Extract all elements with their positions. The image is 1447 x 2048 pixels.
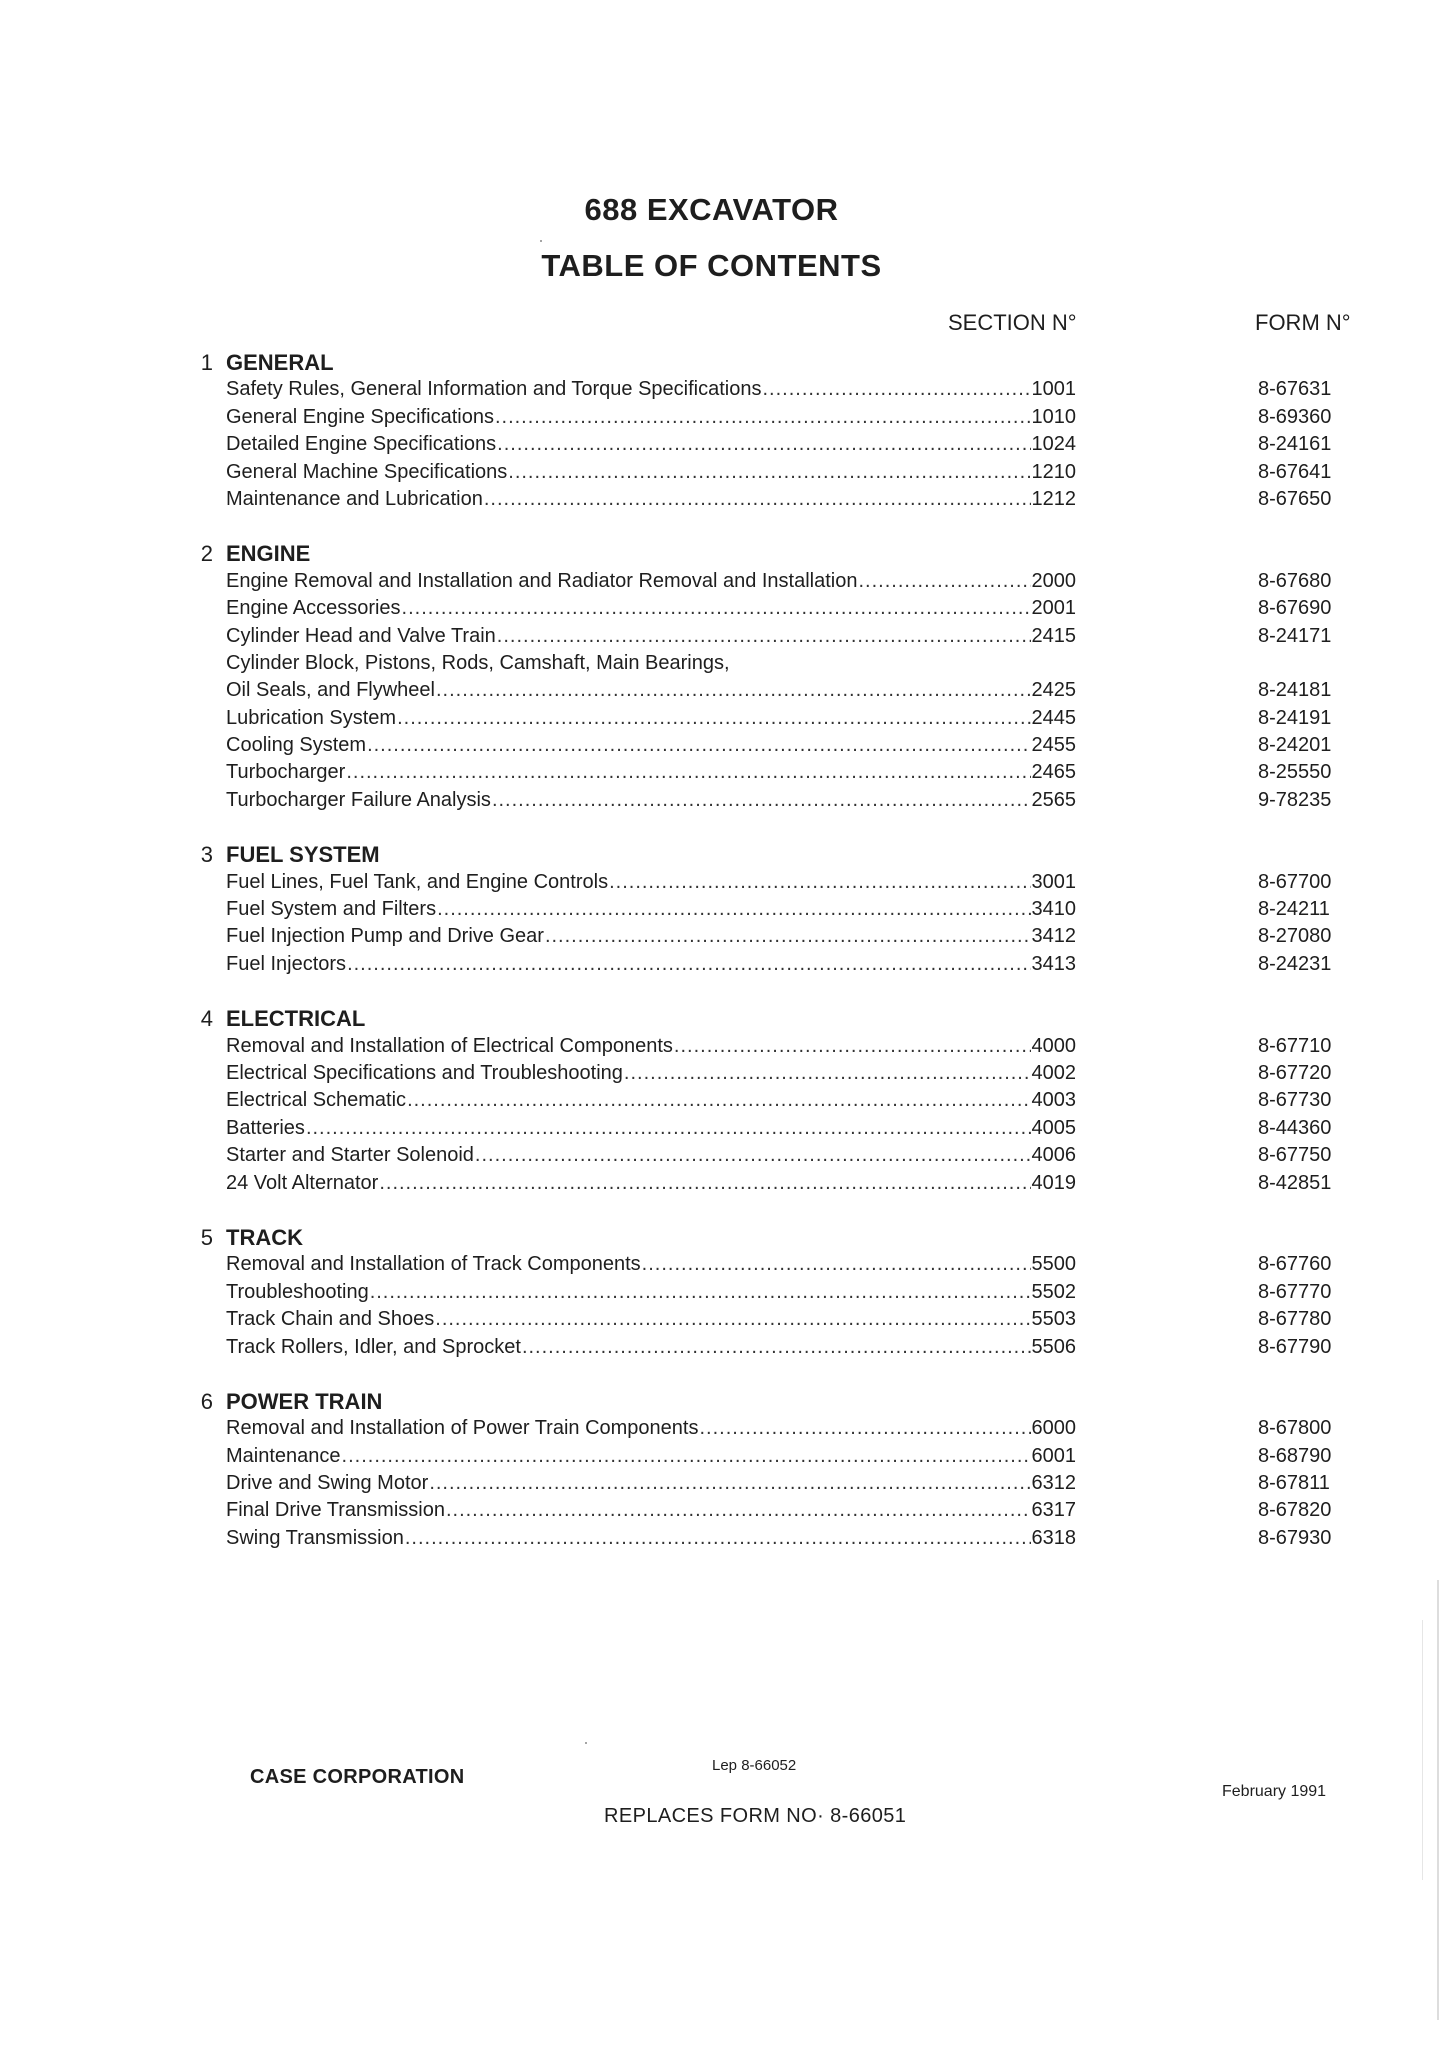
entry-line [226, 1115, 1076, 1142]
entry-section-number: 2455 [1031, 734, 1076, 757]
entry-form-number: 8-67700 [1258, 870, 1332, 893]
entry-title: Track Rollers, Idler, and Sprocket [226, 1335, 521, 1358]
entry-title: General Engine Specifications [226, 405, 494, 428]
entry-title: Maintenance and Lubrication [226, 487, 483, 510]
entry-title: Batteries [226, 1116, 305, 1139]
table-of-contents [0, 349, 1447, 1579]
toc-entry [0, 1033, 1447, 1060]
dot-leader [484, 486, 1031, 513]
toc-entry [0, 1279, 1447, 1306]
entry-line [226, 787, 1076, 814]
section-name: ENGINE [226, 541, 311, 567]
dot-leader [405, 1525, 1031, 1552]
entry-title: Fuel Injectors [226, 952, 347, 975]
entry-line [226, 759, 1076, 786]
dot-leader [347, 951, 1030, 978]
dot-leader [370, 1279, 1031, 1306]
entry-line [226, 923, 1076, 950]
toc-section [0, 1388, 1447, 1552]
entry-form-number: 9-78235 [1258, 788, 1332, 811]
dot-leader [436, 677, 1031, 704]
entry-section-number: 2001 [1031, 597, 1076, 620]
dot-leader [495, 404, 1031, 431]
entry-form-number: 8-67730 [1258, 1089, 1332, 1112]
entry-form-number: 8-67811 [1258, 1472, 1330, 1495]
section-name: ELECTRICAL [226, 1006, 366, 1032]
entry-title: Electrical Specifications and Troubleshooting [226, 1061, 623, 1084]
dot-leader [497, 431, 1030, 458]
entry-title: 24 Volt Alternator [226, 1171, 379, 1194]
toc-entry [0, 1334, 1447, 1361]
toc-entry [0, 923, 1447, 950]
entry-title: Safety Rules, General Information and Torque Specifications [226, 378, 762, 401]
toc-entry [0, 404, 1447, 431]
entry-line [226, 896, 1076, 923]
entry-form-number: 8-27080 [1258, 925, 1332, 948]
company-name: CASE CORPORATION [250, 1766, 465, 1788]
entry-section-number: 2565 [1031, 788, 1076, 811]
entry-line [226, 1279, 1076, 1306]
scan-speck [585, 1742, 587, 1744]
entry-form-number: 8-24201 [1258, 734, 1332, 757]
toc-entry [0, 650, 1447, 677]
dot-leader [545, 923, 1031, 950]
toc-entry [0, 869, 1447, 896]
entry-line [226, 404, 1076, 431]
entry-form-number: 8-67760 [1258, 1253, 1332, 1276]
entry-form-number: 8-67780 [1258, 1308, 1332, 1331]
dot-leader [522, 1334, 1031, 1361]
entry-section-number: 6318 [1031, 1526, 1076, 1549]
entry-line [226, 1334, 1076, 1361]
entry-title: Track Chain and Shoes [226, 1308, 435, 1331]
entry-title: Final Drive Transmission [226, 1499, 445, 1522]
entry-line [226, 623, 1076, 650]
entry-line [226, 459, 1076, 486]
entry-line [226, 677, 1076, 704]
entry-section-number: 1010 [1031, 405, 1076, 428]
entry-section-number: 3001 [1031, 870, 1076, 893]
toc-entry [0, 1170, 1447, 1197]
entry-form-number: 8-24191 [1258, 706, 1332, 729]
entry-line [226, 1170, 1076, 1197]
toc-entry [0, 431, 1447, 458]
toc-entry [0, 1415, 1447, 1442]
entry-section-number: 2425 [1031, 679, 1076, 702]
toc-entry [0, 677, 1447, 704]
section-name: POWER TRAIN [226, 1388, 383, 1414]
section-heading [0, 349, 1447, 376]
entry-line [226, 1251, 1076, 1278]
entry-line [226, 1525, 1076, 1552]
entry-form-number: 8-67631 [1258, 378, 1332, 401]
entry-title: Maintenance [226, 1444, 341, 1467]
section-column-header: SECTION N° [948, 310, 1077, 335]
entry-section-number: 1210 [1031, 460, 1076, 483]
dot-leader [492, 787, 1031, 814]
section-heading [0, 1005, 1447, 1032]
entry-section-number: 4003 [1031, 1089, 1076, 1112]
toc-entry [0, 1443, 1447, 1470]
entry-line [226, 732, 1076, 759]
entry-title: Fuel System and Filters [226, 898, 437, 921]
entry-line [226, 376, 1076, 403]
scan-speck [540, 240, 542, 242]
form-column-header: FORM N° [1255, 310, 1351, 335]
entry-section-number: 4005 [1031, 1116, 1076, 1139]
entry-section-number: 3410 [1031, 898, 1076, 921]
entry-form-number: 8-68790 [1258, 1444, 1332, 1467]
section-number: 1 [200, 350, 213, 375]
entry-title: Cooling System [226, 734, 367, 757]
dot-leader [497, 623, 1031, 650]
document-title: 688 EXCAVATOR [584, 192, 839, 227]
section-name: TRACK [226, 1224, 303, 1250]
dot-leader [367, 732, 1030, 759]
entry-section-number: 3413 [1031, 952, 1076, 975]
section-number: 2 [200, 541, 213, 567]
entry-section-number: 4006 [1031, 1144, 1076, 1167]
dot-leader [475, 1142, 1031, 1169]
dot-leader [859, 568, 1031, 595]
toc-section [0, 841, 1447, 978]
toc-section [0, 1224, 1447, 1361]
entry-section-number: 1212 [1031, 487, 1076, 510]
toc-entry [0, 732, 1447, 759]
document-subtitle: TABLE OF CONTENTS [541, 248, 882, 283]
entry-line [226, 595, 1076, 622]
section-number: 5 [200, 1224, 213, 1250]
entry-title: General Machine Specifications [226, 460, 508, 483]
entry-form-number: 8-44360 [1258, 1116, 1332, 1139]
toc-entry [0, 1142, 1447, 1169]
entry-section-number: 3412 [1031, 925, 1076, 948]
entry-line [226, 869, 1076, 896]
entry-line [226, 951, 1076, 978]
entry-section-number: 2465 [1031, 761, 1076, 784]
entry-line [226, 1497, 1076, 1524]
entry-line [226, 1087, 1076, 1114]
toc-entry [0, 1470, 1447, 1497]
section-name: GENERAL [226, 350, 334, 375]
toc-entry [0, 1497, 1447, 1524]
entry-form-number: 8-67820 [1258, 1499, 1332, 1522]
toc-entry [0, 1060, 1447, 1087]
scan-edge-shadow [1437, 1580, 1439, 2020]
toc-entry [0, 1525, 1447, 1552]
toc-entry [0, 951, 1447, 978]
entry-line [226, 1142, 1076, 1169]
toc-entry [0, 705, 1447, 732]
entry-form-number: 8-67720 [1258, 1061, 1332, 1084]
entry-form-number: 8-67710 [1258, 1034, 1332, 1057]
entry-line [226, 1470, 1076, 1497]
dot-leader [446, 1497, 1031, 1524]
toc-section [0, 1005, 1447, 1197]
entry-form-number: 8-42851 [1258, 1171, 1332, 1194]
entry-title: Removal and Installation of Electrical Components [226, 1034, 673, 1057]
entry-form-number: 8-24161 [1258, 433, 1332, 456]
dot-leader [397, 705, 1030, 732]
dot-leader [379, 1170, 1030, 1197]
entry-line [226, 431, 1076, 458]
entry-section-number: 2000 [1031, 569, 1076, 592]
entry-section-number: 4002 [1031, 1061, 1076, 1084]
entry-form-number: 8-67641 [1258, 460, 1332, 483]
scan-edge-shadow [1422, 1620, 1423, 1880]
toc-entry [0, 568, 1447, 595]
entry-line [226, 486, 1076, 513]
entry-line [226, 1306, 1076, 1333]
toc-entry [0, 1087, 1447, 1114]
replaces-form-note: REPLACES FORM NO· 8-66051 [604, 1805, 907, 1827]
dot-leader [402, 595, 1031, 622]
entry-form-number: 8-24171 [1258, 624, 1332, 647]
entry-form-number: 8-24181 [1258, 679, 1332, 702]
dot-leader [346, 759, 1030, 786]
section-number: 3 [200, 842, 213, 868]
dot-leader [674, 1033, 1031, 1060]
entry-form-number: 8-67690 [1258, 597, 1332, 620]
entry-section-number: 5500 [1031, 1253, 1076, 1276]
entry-line [226, 650, 730, 677]
entry-title: Oil Seals, and Flywheel [226, 679, 435, 702]
entry-form-number: 8-67750 [1258, 1144, 1332, 1167]
entry-title: Lubrication System [226, 706, 397, 729]
entry-form-number: 8-69360 [1258, 405, 1332, 428]
dot-leader [435, 1306, 1030, 1333]
entry-title: Fuel Injection Pump and Drive Gear [226, 925, 544, 948]
toc-entry [0, 623, 1447, 650]
dot-leader [763, 376, 1031, 403]
toc-entry [0, 459, 1447, 486]
toc-entry [0, 787, 1447, 814]
lep-number: Lep 8-66052 [712, 1757, 797, 1774]
entry-title: Electrical Schematic [226, 1089, 407, 1112]
entry-title: Turbocharger Failure Analysis [226, 788, 491, 811]
section-heading [0, 841, 1447, 868]
dot-leader [624, 1060, 1031, 1087]
entry-section-number: 5502 [1031, 1280, 1076, 1303]
entry-section-number: 4019 [1031, 1171, 1076, 1194]
entry-title: Swing Transmission [226, 1526, 404, 1549]
toc-entry [0, 1251, 1447, 1278]
toc-entry [0, 1115, 1447, 1142]
entry-section-number: 5503 [1031, 1308, 1076, 1331]
entry-section-number: 1024 [1031, 433, 1076, 456]
dot-leader [609, 869, 1030, 896]
entry-title: Cylinder Block, Pistons, Rods, Camshaft, Main Bearings, [226, 651, 730, 674]
entry-title: Troubleshooting [226, 1280, 369, 1303]
entry-form-number: 8-67800 [1258, 1417, 1332, 1440]
entry-title: Fuel Lines, Fuel Tank, and Engine Controls [226, 870, 609, 893]
dot-leader [642, 1251, 1031, 1278]
entry-section-number: 4000 [1031, 1034, 1076, 1057]
entry-section-number: 2415 [1031, 624, 1076, 647]
section-heading [0, 540, 1447, 567]
entry-form-number: 8-67770 [1258, 1280, 1332, 1303]
entry-title: Detailed Engine Specifications [226, 433, 497, 456]
entry-section-number: 6001 [1031, 1444, 1076, 1467]
entry-form-number: 8-24211 [1258, 898, 1330, 921]
toc-section [0, 540, 1447, 814]
entry-section-number: 2445 [1031, 706, 1076, 729]
entry-title: Cylinder Head and Valve Train [226, 624, 496, 647]
entry-line [226, 1415, 1076, 1442]
entry-line [226, 1033, 1076, 1060]
entry-form-number: 8-24231 [1258, 952, 1332, 975]
dot-leader [508, 459, 1030, 486]
entry-line [226, 1060, 1076, 1087]
toc-section [0, 349, 1447, 513]
section-heading [0, 1388, 1447, 1415]
toc-entry [0, 1306, 1447, 1333]
entry-section-number: 5506 [1031, 1335, 1076, 1358]
entry-section-number: 1001 [1031, 378, 1076, 401]
dot-leader [429, 1470, 1030, 1497]
entry-title: Starter and Starter Solenoid [226, 1144, 474, 1167]
toc-entry [0, 595, 1447, 622]
toc-entry [0, 376, 1447, 403]
entry-line [226, 1443, 1076, 1470]
entry-form-number: 8-67650 [1258, 487, 1332, 510]
dot-leader [342, 1443, 1031, 1470]
publication-date: February 1991 [1222, 1783, 1327, 1800]
toc-entry [0, 759, 1447, 786]
entry-title: Removal and Installation of Track Components [226, 1253, 641, 1276]
dot-leader [407, 1087, 1030, 1114]
section-number: 4 [200, 1006, 213, 1032]
entry-title: Engine Removal and Installation and Radiator Removal and Installation [226, 569, 858, 592]
dot-leader [437, 896, 1030, 923]
entry-title: Drive and Swing Motor [226, 1472, 429, 1495]
dot-leader [699, 1415, 1030, 1442]
entry-form-number: 8-25550 [1258, 761, 1332, 784]
section-name: FUEL SYSTEM [226, 842, 380, 868]
entry-line [226, 568, 1076, 595]
toc-entry [0, 896, 1447, 923]
entry-section-number: 6000 [1031, 1417, 1076, 1440]
entry-form-number: 8-67790 [1258, 1335, 1332, 1358]
entry-line [226, 705, 1076, 732]
entry-title: Removal and Installation of Power Train Components [226, 1417, 699, 1440]
section-number: 6 [200, 1388, 213, 1414]
section-heading [0, 1224, 1447, 1251]
entry-section-number: 6312 [1031, 1472, 1076, 1495]
entry-title: Engine Accessories [226, 597, 401, 620]
entry-form-number: 8-67930 [1258, 1526, 1332, 1549]
entry-section-number: 6317 [1031, 1499, 1076, 1522]
entry-title: Turbocharger [226, 761, 346, 784]
dot-leader [306, 1115, 1031, 1142]
entry-form-number: 8-67680 [1258, 569, 1332, 592]
toc-entry [0, 486, 1447, 513]
